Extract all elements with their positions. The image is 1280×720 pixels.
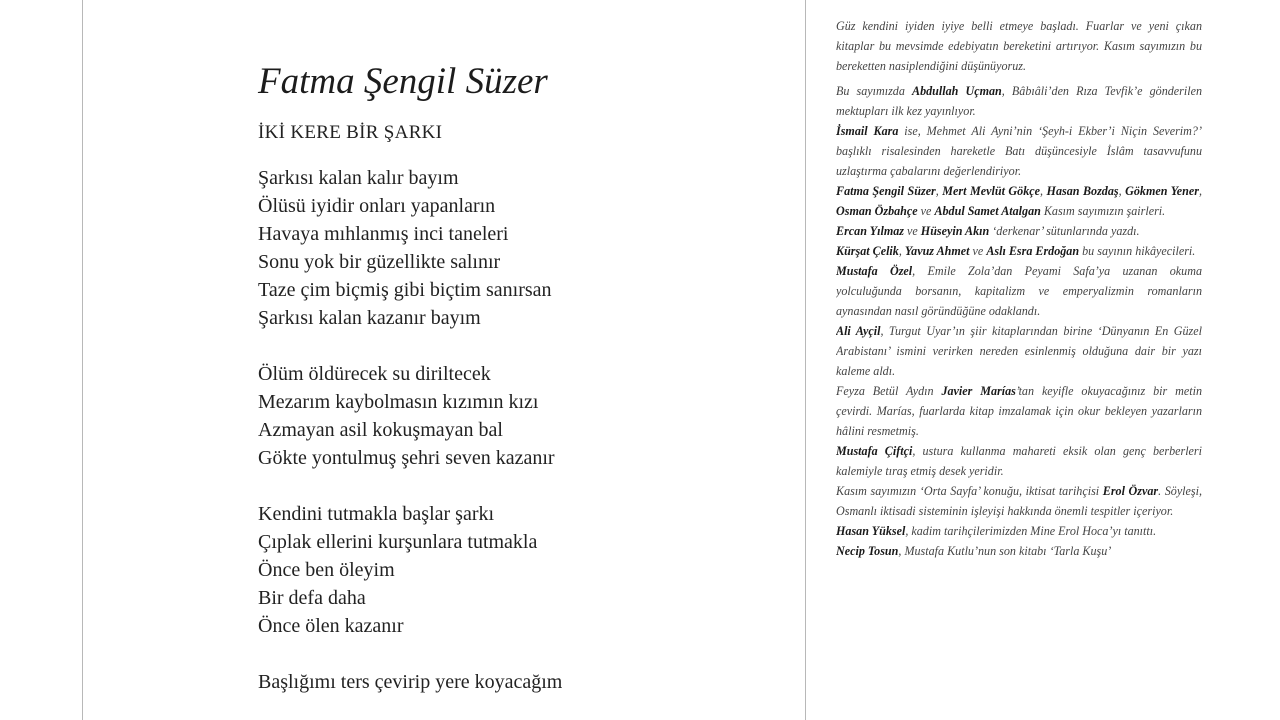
- contributor-name: Abdullah Uçman: [912, 84, 1002, 98]
- entry-text: , kadim tarihçilerimizden Mine Erol Hoca’yı tanıttı.: [905, 524, 1157, 538]
- entry-text: , Emile Zola’dan Peyami Safa’ya uzanan okuma yolculuğunda borsanın, kapitalizm ve emperyalizmin romanların aynasından nasıl göründüğüne odaklandı.: [836, 264, 1202, 318]
- contributor-name: Hüseyin Akın: [920, 224, 990, 238]
- entry-text: ‘derkenar’ sütunlarında yazdı.: [989, 224, 1140, 238]
- editorial-entry: [836, 221, 1202, 241]
- left-page: [82, 0, 806, 720]
- verse-line: Gökte yontulmuş şehri seven kazanır: [258, 447, 555, 469]
- contributor-name: Mustafa Özel: [836, 264, 913, 278]
- entry-text: ,: [1198, 184, 1202, 198]
- contributor-name: Javier Marías: [941, 384, 1016, 398]
- verse-line: Ölüm öldürecek su diriltecek: [258, 363, 491, 385]
- verse-line: Çıplak ellerini kurşunlara tutmakla: [258, 531, 538, 553]
- contributor-name: Hasan Bozdaş: [1046, 184, 1119, 198]
- editorial-entry: [836, 81, 1202, 121]
- editorial-column: [836, 16, 1202, 720]
- poet-name: Fatma Şengil Süzer: [258, 61, 548, 102]
- entry-text: , Bâbıâli’den Rıza Tevfik’e gönderilen mektupları ilk kez yayınlıyor.: [836, 84, 1202, 118]
- verse-line: Önce ölen kazanır: [258, 615, 404, 637]
- verse-line: Taze çim biçmiş gibi biçtim sanırsan: [258, 279, 552, 301]
- verse-line: Başlığımı ters çevirip yere koyacağım: [258, 671, 563, 693]
- entry-text: . Söyleşi, Osmanlı iktisadi sisteminin işleyişi hakkında önemli tespitler içeriyor.: [836, 484, 1202, 518]
- editorial-entry: [836, 521, 1202, 541]
- editorial-entry: [836, 481, 1202, 521]
- editorial-entry: [836, 541, 1202, 561]
- entry-text: , Mustafa Kutlu’nun son kitabı ‘Tarla Kuşu’: [898, 544, 1112, 558]
- contributor-name: Necip Tosun: [836, 544, 899, 558]
- editorial-entry: [836, 121, 1202, 181]
- verse-line: Ölüsü iyidir onları yapanların: [258, 195, 496, 217]
- entry-text: ,: [1040, 184, 1047, 198]
- entry-text: Kasım sayımızın şairleri.: [1040, 204, 1166, 218]
- verse-line: Kendini tutmakla başlar şarkı: [258, 503, 495, 525]
- stanza: [258, 360, 778, 472]
- entry-text: ve: [969, 244, 987, 258]
- editorial-entry: [836, 261, 1202, 321]
- contributor-name: Osman Özbahçe: [836, 204, 918, 218]
- entry-text: , Turgut Uyar’ın şiir kitaplarından birine ‘Dünyanın En Güzel Arabistanı’ ismini verirken nereden esinlenmiş olduğuna dair bir yazı kaleme aldı.: [836, 324, 1202, 378]
- entry-text: ,: [898, 244, 905, 258]
- verse-line: Havaya mıhlanmış inci taneleri: [258, 223, 509, 245]
- editorial-entry: [836, 181, 1202, 221]
- entry-text: ’tan keyifle okuyacağınız bir metin çevirdi. Marías, fuarlarda kitap imzalamak için okur bekleyen yazarların hâlini resmetmiş.: [836, 384, 1202, 438]
- entry-text: Kasım sayımızın ‘Orta Sayfa’ konuğu, iktisat tarihçisi: [836, 484, 1103, 498]
- contributor-name: Mert Mevlüt Gökçe: [942, 184, 1040, 198]
- entry-text: Bu sayımızda: [836, 84, 912, 98]
- contributor-name: Erol Özvar: [1102, 484, 1159, 498]
- editorial-entries: [836, 81, 1202, 561]
- editorial-intro: Güz kendini iyiden iyiye belli etmeye başladı. Fuarlar ve yeni çıkan kitaplar bu mevsimde edebiyatın bereketini artırıyor. Kasım sayımızın bu bereketten nasiplendiğini düşünüyoruz.: [836, 19, 1202, 73]
- entry-text: ve: [904, 224, 921, 238]
- contributor-name: Aslı Esra Erdoğan: [986, 244, 1080, 258]
- verse-line: Şarkısı kalan kalır bayım: [258, 167, 459, 189]
- contributor-name: İsmail Kara: [836, 124, 899, 138]
- entry-text: ,: [935, 184, 943, 198]
- editorial-entry: [836, 441, 1202, 481]
- entry-text: ,: [1118, 184, 1126, 198]
- verse-line: Azmayan asil kokuşmayan bal: [258, 419, 503, 441]
- contributor-name: Hasan Yüksel: [836, 524, 906, 538]
- contributor-name: Kürşat Çelik: [836, 244, 899, 258]
- contributor-name: Mustafa Çiftçi: [836, 444, 913, 458]
- entry-text: ise, Mehmet Ali Ayni’nin ‘Şeyh-i Ekber’i Niçin Severim?’ başlıklı risalesinden hareketle Batı düşüncesiyle İslâm tasavvufunu uzlaştırma çabalarını değerlendiriyor.: [836, 124, 1202, 178]
- verse-line: Sonu yok bir güzellikte salınır: [258, 251, 501, 273]
- verse-line: Önce ben öleyim: [258, 559, 395, 581]
- contributor-name: Abdul Samet Atalgan: [934, 204, 1041, 218]
- verse-line: Mezarım kaybolmasın kızımın kızı: [258, 391, 539, 413]
- entry-text: , ustura kullanma mahareti eksik olan genç berberleri kalemiyle tıraş etmiş desek yeridir.: [836, 444, 1202, 478]
- stanza: [258, 500, 778, 640]
- entry-text: ve: [917, 204, 935, 218]
- contributor-name: Gökmen Yener: [1125, 184, 1199, 198]
- poem-title: İKİ KERE BİR ŞARKI: [258, 122, 443, 143]
- contributor-name: Ali Ayçil: [836, 324, 881, 338]
- stanza: [258, 668, 778, 696]
- contributor-name: Ercan Yılmaz: [836, 224, 904, 238]
- editorial-entry: [836, 241, 1202, 261]
- verse-line: Bir defa daha: [258, 587, 366, 609]
- stanza: [258, 164, 778, 332]
- entry-text: Feyza Betül Aydın: [836, 384, 942, 398]
- poem: [258, 58, 778, 696]
- entry-text: bu sayının hikâyecileri.: [1079, 244, 1196, 258]
- contributor-name: Yavuz Ahmet: [904, 244, 970, 258]
- contributor-name: Fatma Şengil Süzer: [836, 184, 936, 198]
- editorial-entry: [836, 321, 1202, 381]
- verse-line: Şarkısı kalan kazanır bayım: [258, 307, 481, 329]
- editorial-entry: [836, 381, 1202, 441]
